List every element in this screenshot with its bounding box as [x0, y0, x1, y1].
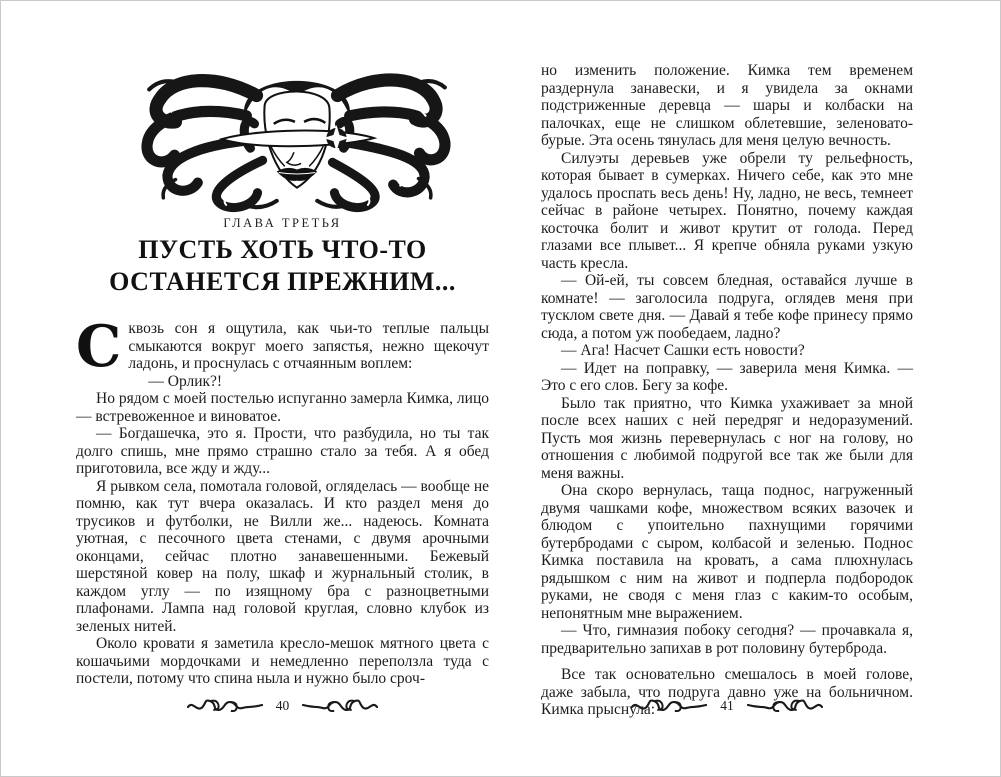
right-page-text — [541, 62, 913, 719]
drop-cap-letter: С — [76, 313, 122, 380]
right-paragraph-list — [541, 62, 913, 719]
paragraph: Она скоро вернулась, таща поднос, нагруженный двумя чашками кофе, множеством всяких вазочек и блюдом с упоительно пахнущими горячими бутербродами с сыром, колбасой и зеленью. Поднос Кимка поставила на кровать, а сама плюхнулась рядышком с ним на живот и подперла подбородок руками, не сводя с меня глаз с каким-то особым, непонятным мне выражением. — [541, 482, 913, 622]
page-number: 41 — [720, 698, 734, 713]
chapter-title-line2: ОСТАНЕТСЯ ПРЕЖНИМ... — [109, 267, 456, 296]
paragraph: — Ага! Насчет Сашки есть новости? — [561, 342, 805, 359]
opening-paragraph-text: квозь сон я ощутила, как чьи-то теплые пальцы смыкаются вокруг моего запястья, нежно щекочут ладонь, и проснулась с отчаянным воплем: — [128, 320, 489, 372]
paragraph: Все так основательно смешалось в моей голове, даже забыла, что подруга давно уже на больничном. Кимка прыснула: — [541, 666, 913, 718]
paragraph: Я рывком села, помотала головой, огляделась — вообще не помню, как тут вчера оказалась. И кто раздел меня до трусиков и футболки, не Вилли же... надеюсь. Комната уютная, с песочного цвета стенами, с двумя арочными оконцами, сейчас плотно занавешенными. Бежевый шерстяной ковер на полу, шкаф и журнальный столик, в каждом углу — по изящному бра с разноцветными плафонами. Лампа над головой круглая, словно клубок из зеленых нитей. — [76, 477, 489, 635]
right-page-footer — [541, 697, 913, 715]
left-paragraph-list — [76, 373, 489, 688]
paragraph: Но рядом с моей постелью испуганно замерла Кимка, лицо — встревоженное и виноватое. — [76, 390, 489, 425]
paragraph: — Что, гимназия побоку сегодня? — прочавкала я, предварительно запихав в рот половину бутерброда. — [541, 622, 913, 657]
chapter-title-line1: ПУСТЬ ХОТЬ ЧТО-ТО — [138, 235, 427, 264]
page-number: 40 — [275, 698, 290, 713]
chapter-label: ГЛАВА ТРЕТЬЯ — [223, 216, 342, 230]
left-page-footer — [76, 697, 489, 715]
chapter-illustration-blindfolded-woman-icon — [121, 53, 473, 215]
flourish-ornament-icon — [302, 697, 378, 715]
paragraph: Было так приятно, что Кимка ухаживает за мной после всех наших с ней передряг и недоразумений. Пусть моя жизнь перевернулась с ног на голову, но отношения с любимой подругой все так же были для меня важны. — [541, 394, 913, 482]
flourish-ornament-icon — [747, 697, 823, 715]
flourish-ornament-icon — [631, 697, 707, 715]
opening-paragraph — [76, 313, 489, 380]
left-page-text — [76, 313, 489, 688]
paragraph: — Орлик?! — [148, 372, 223, 390]
paragraph: — Богдашечка, это я. Прости, что разбудила, но ты так долго спишь, мне прямо страшно стало за тебя. А я обед приготовила, все жду и жду... — [76, 425, 489, 477]
paragraph: Около кровати я заметила кресло-мешок мятного цвета с кошачьими мордочками и немедленно переползла туда с постели, потому что спина ныла и нужно было сроч- — [76, 635, 489, 687]
flourish-ornament-icon — [187, 697, 263, 715]
paragraph: Силуэты деревьев уже обрели ту рельефность, которая бывает в сумерках. Ничего себе, как это мне удалось проспать весь день! Ну, ладно, не весь, темнеет сейчас в районе четырех. Понятно, почему каждая косточка болит и живот крутит от голода. Перед глазами все плывет... Я крепче обняла руками узкую часть кресла. — [541, 149, 913, 272]
paragraph: — Идет на поправку, — заверила меня Кимка. — Это с его слов. Бегу за кофе. — [541, 359, 913, 394]
paragraph: — Ой-ей, ты совсем бледная, оставайся лучше в комнате! — заголосила подруга, оглядев меня при тусклом свете дня. — Давай я тебе кофе принесу прямо сюда, а потом уж пообедаем, ладно? — [541, 272, 913, 342]
chapter-title — [56, 234, 509, 298]
paragraph: но изменить положение. Кимка тем временем раздернула занавески, и я увидела за окнами подстриженные деревца — шары и колбаски на палочках, еще не слишком облетевшие, зеленовато-бурые. Эта осень тянулась для меня целую вечность. — [541, 62, 913, 149]
